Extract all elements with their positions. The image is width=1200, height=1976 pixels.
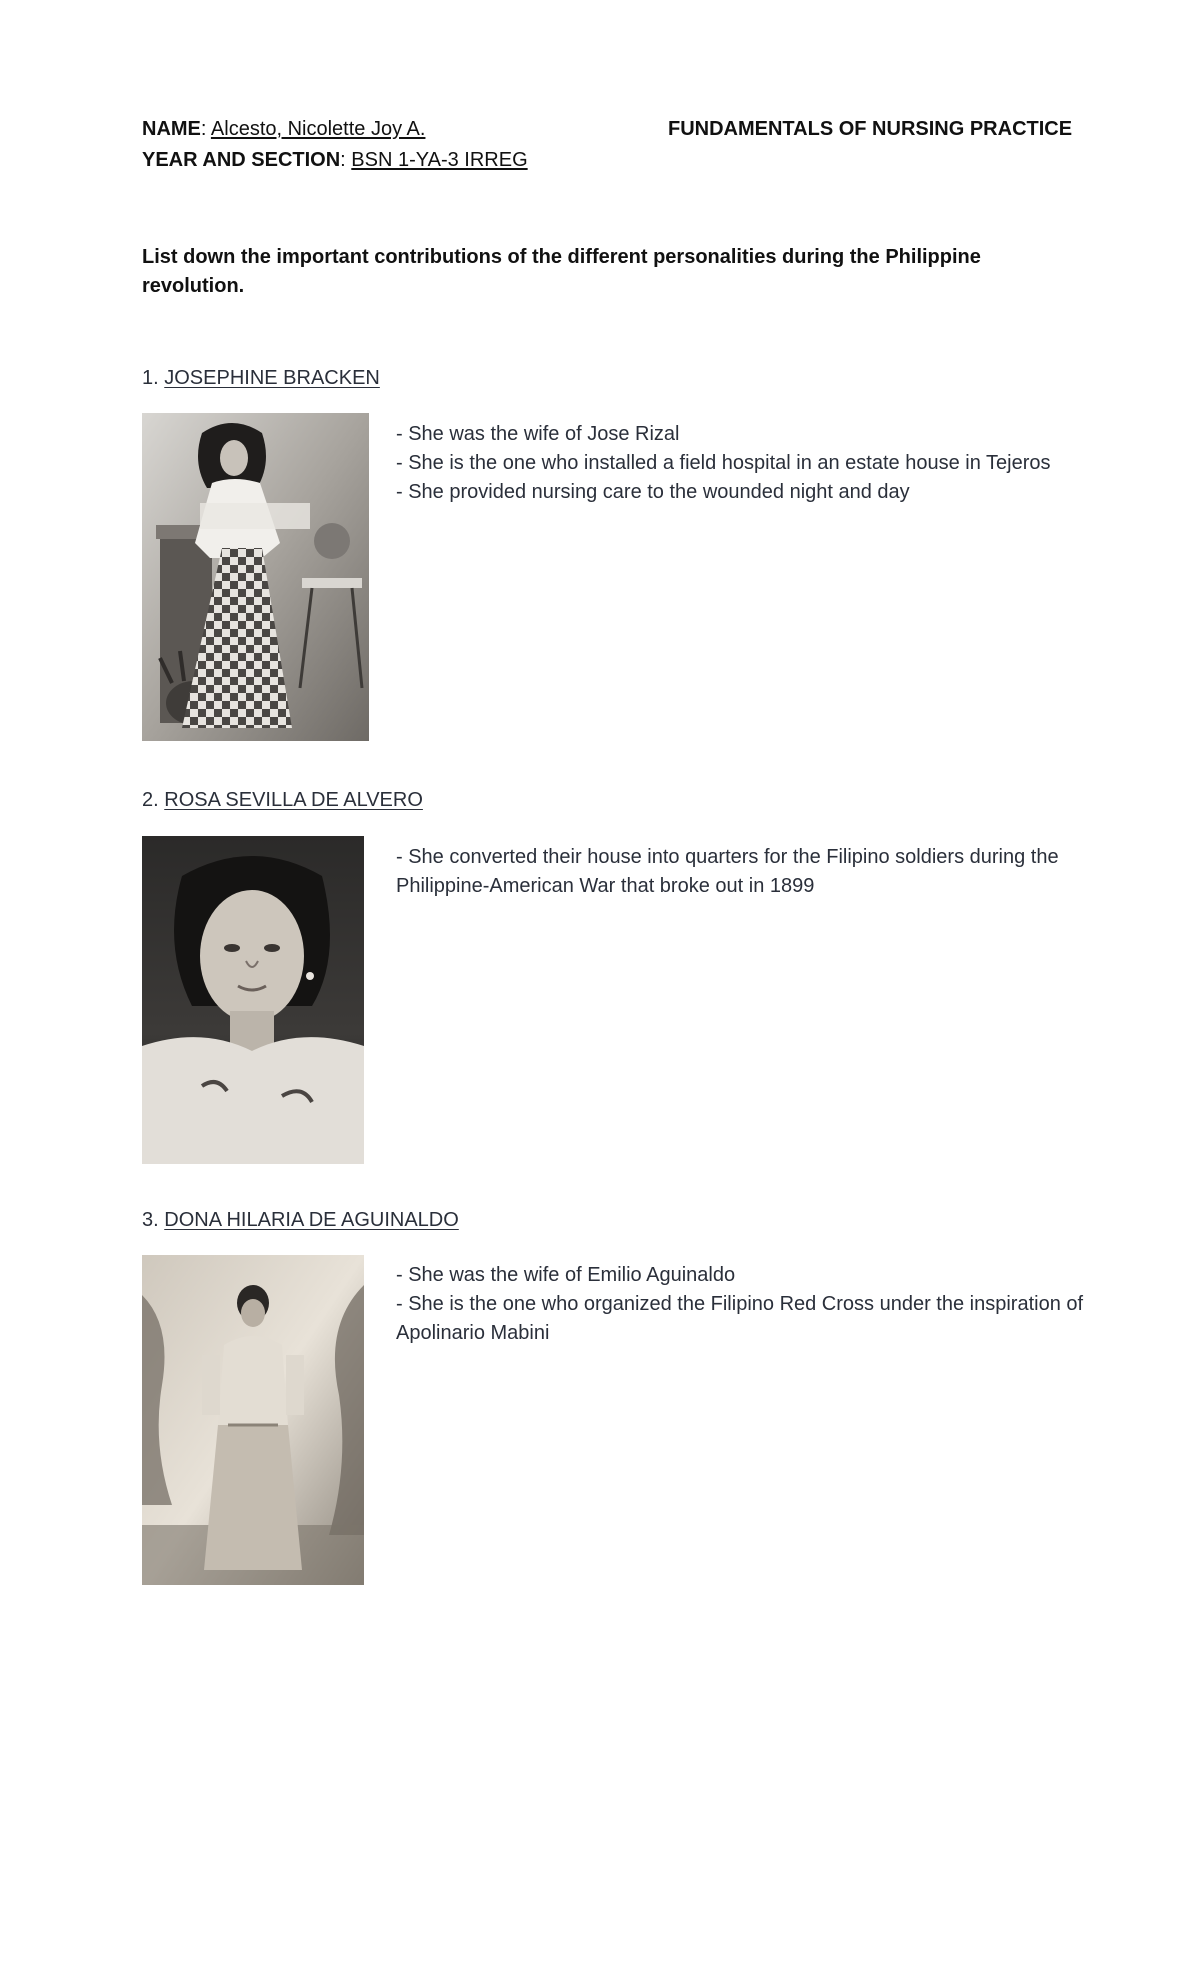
instructions: List down the important contributions of the different personalities during the Philippine revolution. — [142, 246, 981, 297]
entry-heading-1 — [142, 366, 380, 390]
entry-notes-3 — [396, 1261, 1136, 1348]
rosa-sevilla-de-alvero-photo — [142, 836, 364, 1164]
entry-name: ROSA SEVILLA DE ALVERO — [164, 789, 423, 811]
entry-notes-2 — [396, 843, 1136, 901]
hilaria-de-aguinaldo-photo — [142, 1255, 364, 1585]
entry-number: 2. — [142, 789, 159, 811]
name-label: NAME — [142, 118, 201, 140]
note-item: - She provided nursing care to the wounded night and day — [396, 481, 910, 503]
entry-name: JOSEPHINE BRACKEN — [164, 367, 380, 389]
entry-heading-3 — [142, 1208, 459, 1232]
entry-heading-2 — [142, 788, 423, 812]
entry-number: 3. — [142, 1209, 159, 1231]
note-item: - She was the wife of Jose Rizal — [396, 423, 680, 445]
note-item: - She converted their house into quarters for the Filipino soldiers during the Philippine-American War that broke out in 1899 — [396, 846, 1059, 897]
entry-notes-1 — [396, 420, 1136, 507]
note-item: - She is the one who organized the Filipino Red Cross under the inspiration of Apolinario Mabini — [396, 1293, 1084, 1344]
josephine-bracken-photo — [142, 413, 369, 741]
name-line: NAME: Alcesto, Nicolette Joy A. — [142, 118, 426, 140]
year-section-label: YEAR AND SECTION — [142, 149, 341, 171]
entry-number: 1. — [142, 367, 159, 389]
subject-title: FUNDAMENTALS OF NURSING PRACTICE — [668, 118, 1073, 140]
student-name: Alcesto, Nicolette Joy A. — [210, 118, 426, 140]
note-item: - She was the wife of Emilio Aguinaldo — [396, 1264, 736, 1286]
year-section-line: YEAR AND SECTION: BSN 1-YA-3 IRREG — [142, 149, 528, 171]
note-item: - She is the one who installed a field hospital in an estate house in Tejeros — [396, 452, 1051, 474]
year-section-value: BSN 1-YA-3 IRREG — [351, 149, 528, 171]
entry-name: DONA HILARIA DE AGUINALDO — [164, 1209, 459, 1231]
